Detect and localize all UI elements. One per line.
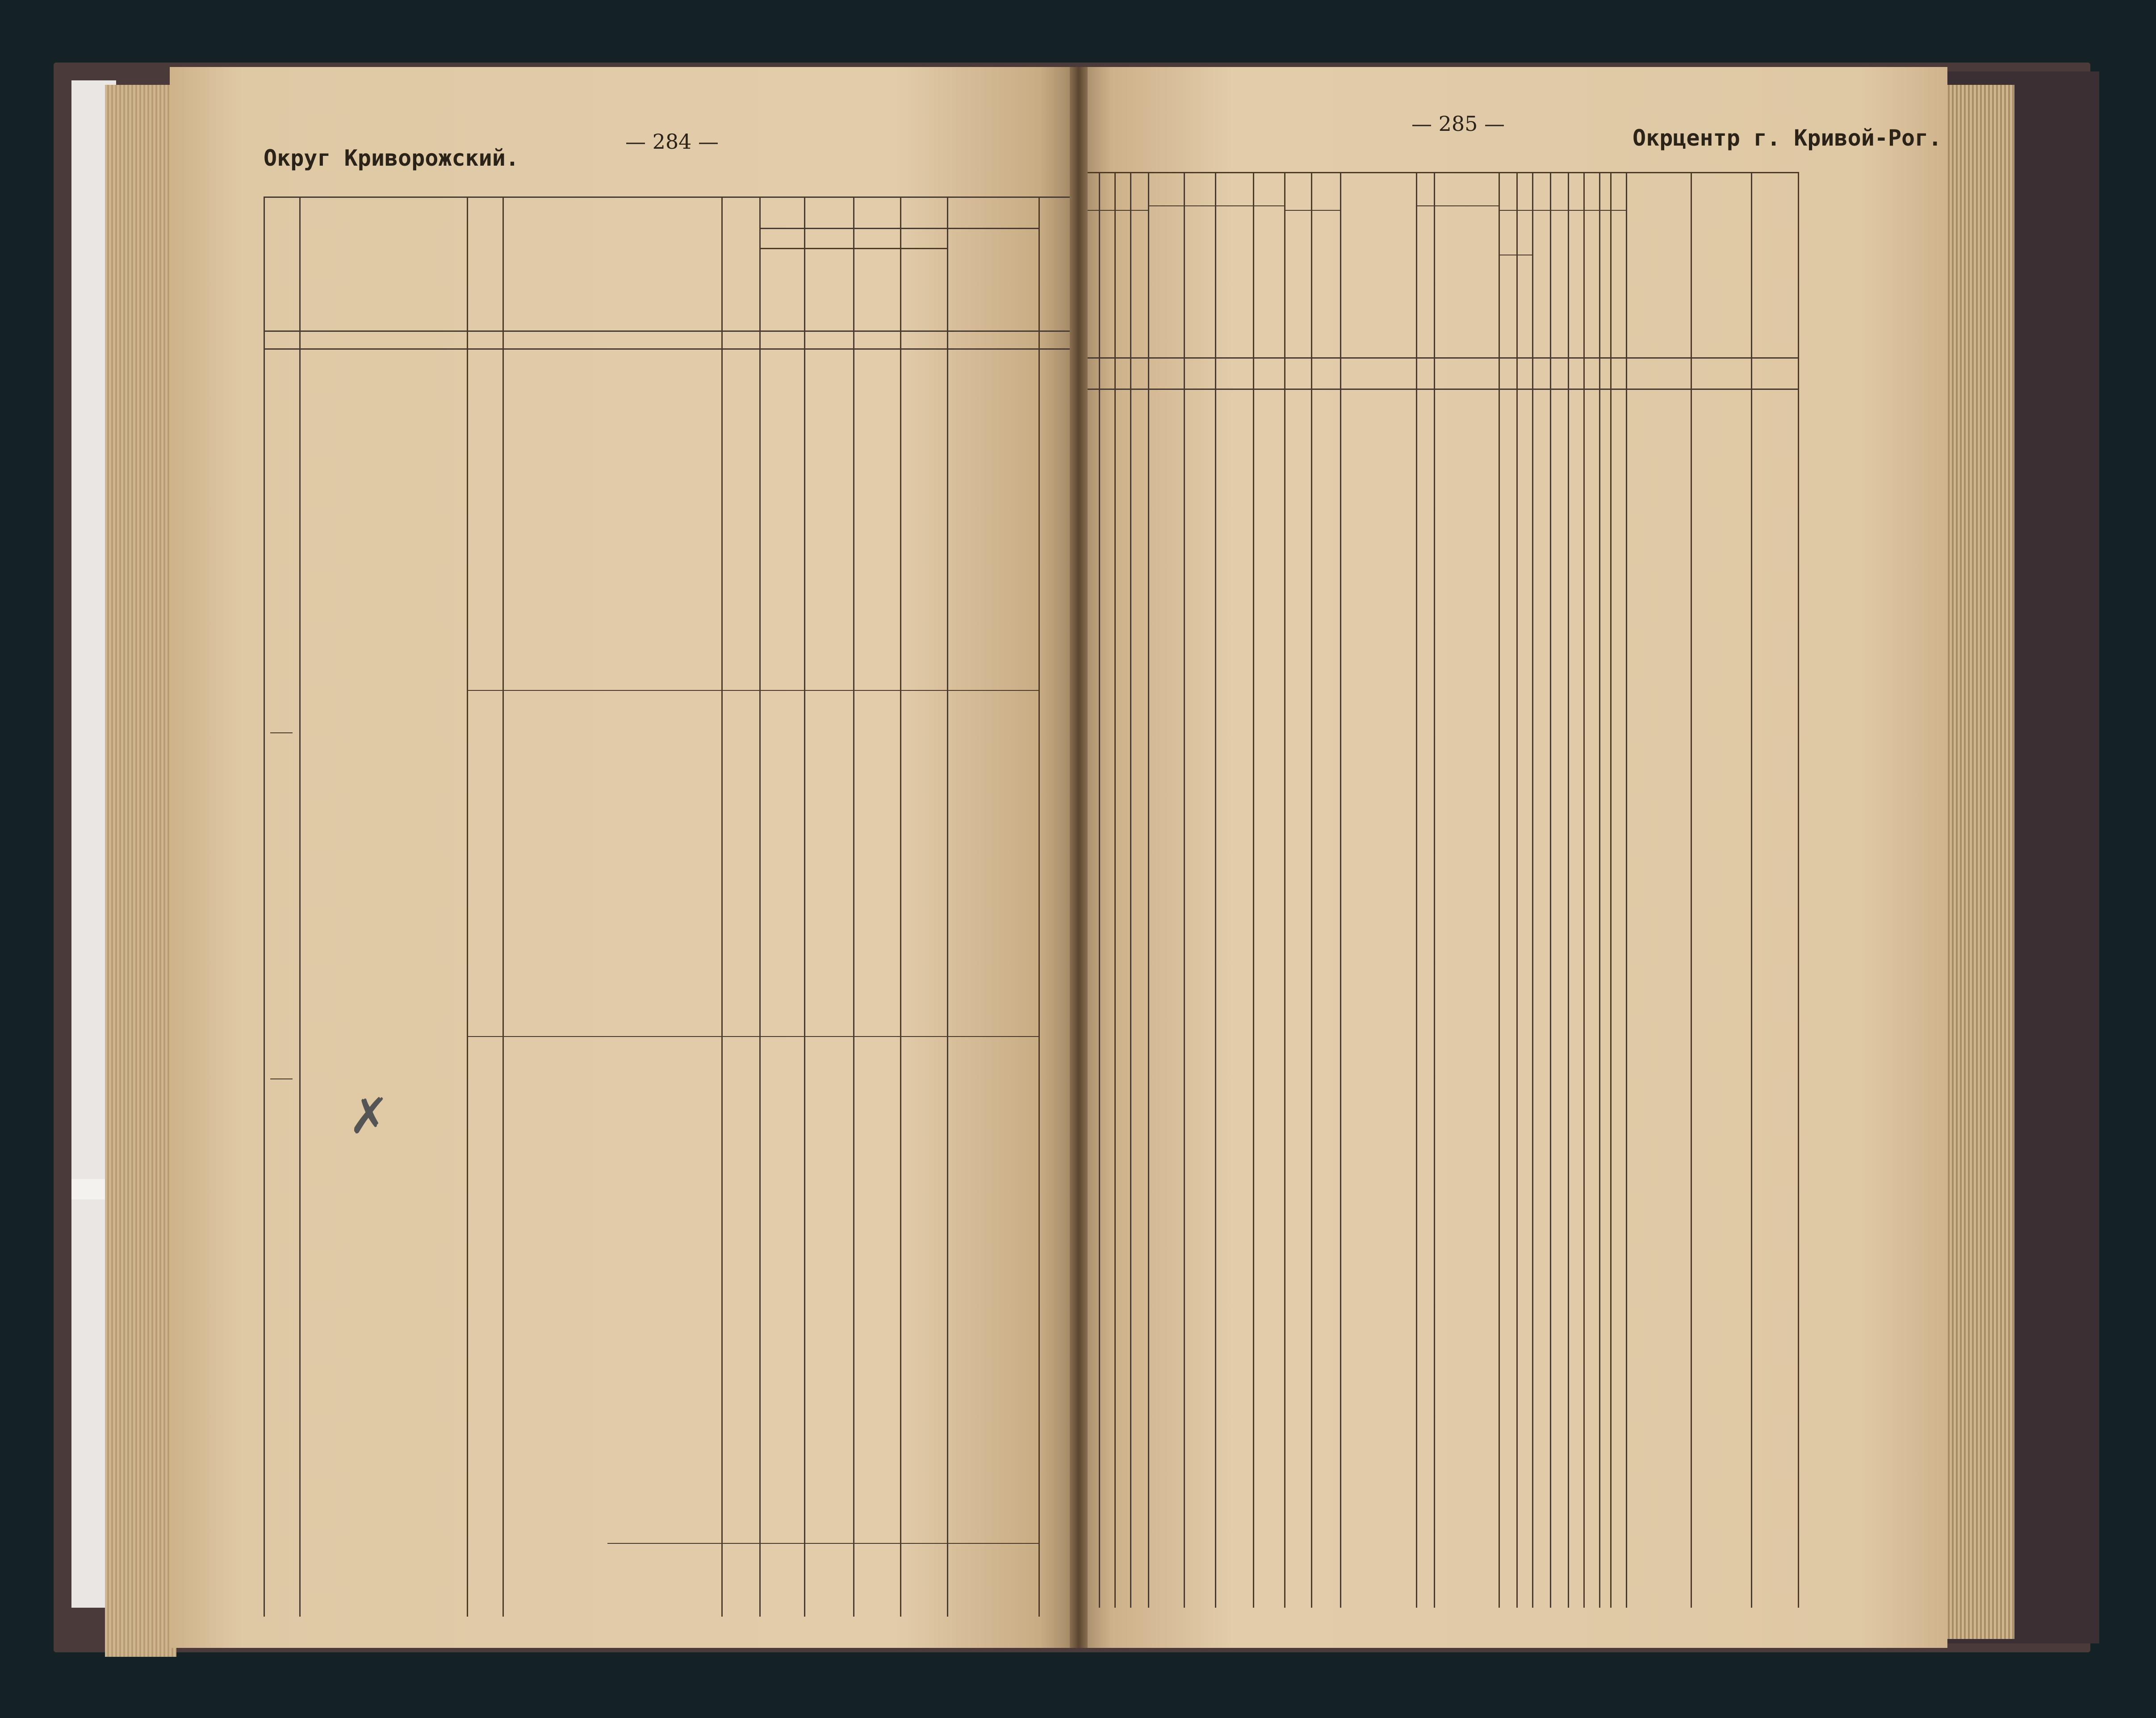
column-rule	[1038, 196, 1040, 1617]
column-header	[1341, 176, 1415, 315]
column-header	[1752, 176, 1796, 315]
column-header	[1435, 214, 1497, 315]
column-rule	[1215, 172, 1216, 1608]
column-rule	[1416, 172, 1417, 1608]
column-header	[1627, 176, 1689, 315]
column-rule	[1340, 172, 1341, 1608]
column-header	[1254, 214, 1283, 315]
column-rule	[900, 196, 901, 1617]
column-rule	[1626, 172, 1627, 1608]
column-header	[1216, 214, 1252, 315]
column-header	[1612, 214, 1624, 315]
book-spine	[1070, 67, 1088, 1648]
column-rule	[1568, 172, 1569, 1608]
total-rule	[467, 1036, 1038, 1037]
council-number-rule	[270, 732, 293, 733]
column-rule	[1184, 172, 1185, 1608]
column-header	[1100, 214, 1113, 315]
column-header	[904, 252, 943, 328]
column-header	[1585, 214, 1598, 315]
column-rule	[1148, 172, 1149, 1608]
column-rule	[467, 196, 468, 1617]
column-rule	[1284, 172, 1285, 1608]
column-header	[1116, 214, 1129, 315]
column-rule	[1610, 172, 1612, 1608]
column-rule	[1099, 172, 1100, 1608]
column-rule	[1583, 172, 1585, 1608]
group-rule	[1499, 210, 1626, 211]
group-rule	[1083, 210, 1148, 211]
column-header	[1533, 214, 1549, 315]
column-header	[1185, 210, 1214, 315]
group-rule	[1416, 205, 1499, 206]
table-top-rule	[264, 196, 1076, 198]
council-number-rule	[270, 1078, 293, 1079]
district-center: Окрцентр г. Кривой-Рог.	[1633, 125, 1942, 151]
group-rule	[1284, 210, 1340, 211]
subgroup-rule	[759, 248, 947, 249]
pencil-mark-icon: ✗	[348, 1087, 390, 1145]
district-title: Округ Криворожский.	[264, 145, 519, 171]
column-header	[1551, 214, 1566, 315]
column-header	[1149, 210, 1182, 315]
column-rule	[1550, 172, 1551, 1608]
column-rule	[1311, 172, 1312, 1608]
group-rule	[1148, 205, 1215, 206]
left-page	[170, 67, 1076, 1648]
column-rule	[1751, 172, 1752, 1608]
column-header	[1692, 176, 1750, 315]
column-header	[725, 203, 756, 324]
column-header	[808, 252, 850, 328]
total-rule	[607, 1543, 1038, 1544]
column-rule	[1599, 172, 1600, 1608]
column-header	[763, 252, 800, 328]
page-number-right: — 285 —	[1411, 112, 1505, 136]
column-rule	[721, 196, 723, 1617]
column-header	[857, 252, 896, 328]
column-rule	[804, 196, 805, 1617]
column-rule	[299, 196, 301, 1617]
page-edges-left	[105, 85, 176, 1657]
column-header	[267, 203, 296, 324]
column-header	[1569, 214, 1582, 315]
total-rule	[467, 690, 1038, 691]
column-rule	[1516, 172, 1518, 1608]
column-header	[470, 203, 499, 324]
column-header	[1042, 203, 1073, 328]
page-number-left: — 284 —	[625, 130, 719, 154]
column-rule	[1691, 172, 1692, 1608]
column-header	[1600, 214, 1609, 315]
column-rule	[264, 196, 265, 1617]
column-rule	[1499, 172, 1500, 1608]
group-rule	[1215, 205, 1284, 206]
column-header	[1131, 214, 1147, 315]
header-rule	[264, 330, 1076, 332]
column-rule	[759, 196, 761, 1617]
column-header	[1417, 214, 1432, 315]
column-rule	[1130, 172, 1131, 1608]
column-rule	[1434, 172, 1435, 1608]
column-header	[1518, 259, 1531, 315]
column-header	[950, 228, 1035, 328]
column-rule	[502, 196, 504, 1617]
column-header	[1500, 259, 1515, 315]
column-rule	[1532, 172, 1533, 1608]
right-page	[1076, 67, 1947, 1648]
column-header	[1312, 214, 1339, 315]
column-rule	[853, 196, 854, 1617]
column-rule	[1253, 172, 1254, 1608]
number-rule	[264, 348, 1076, 350]
column-header	[1285, 214, 1310, 315]
column-rule	[947, 196, 948, 1617]
column-rule	[1114, 172, 1116, 1608]
column-rule	[1798, 172, 1799, 1608]
